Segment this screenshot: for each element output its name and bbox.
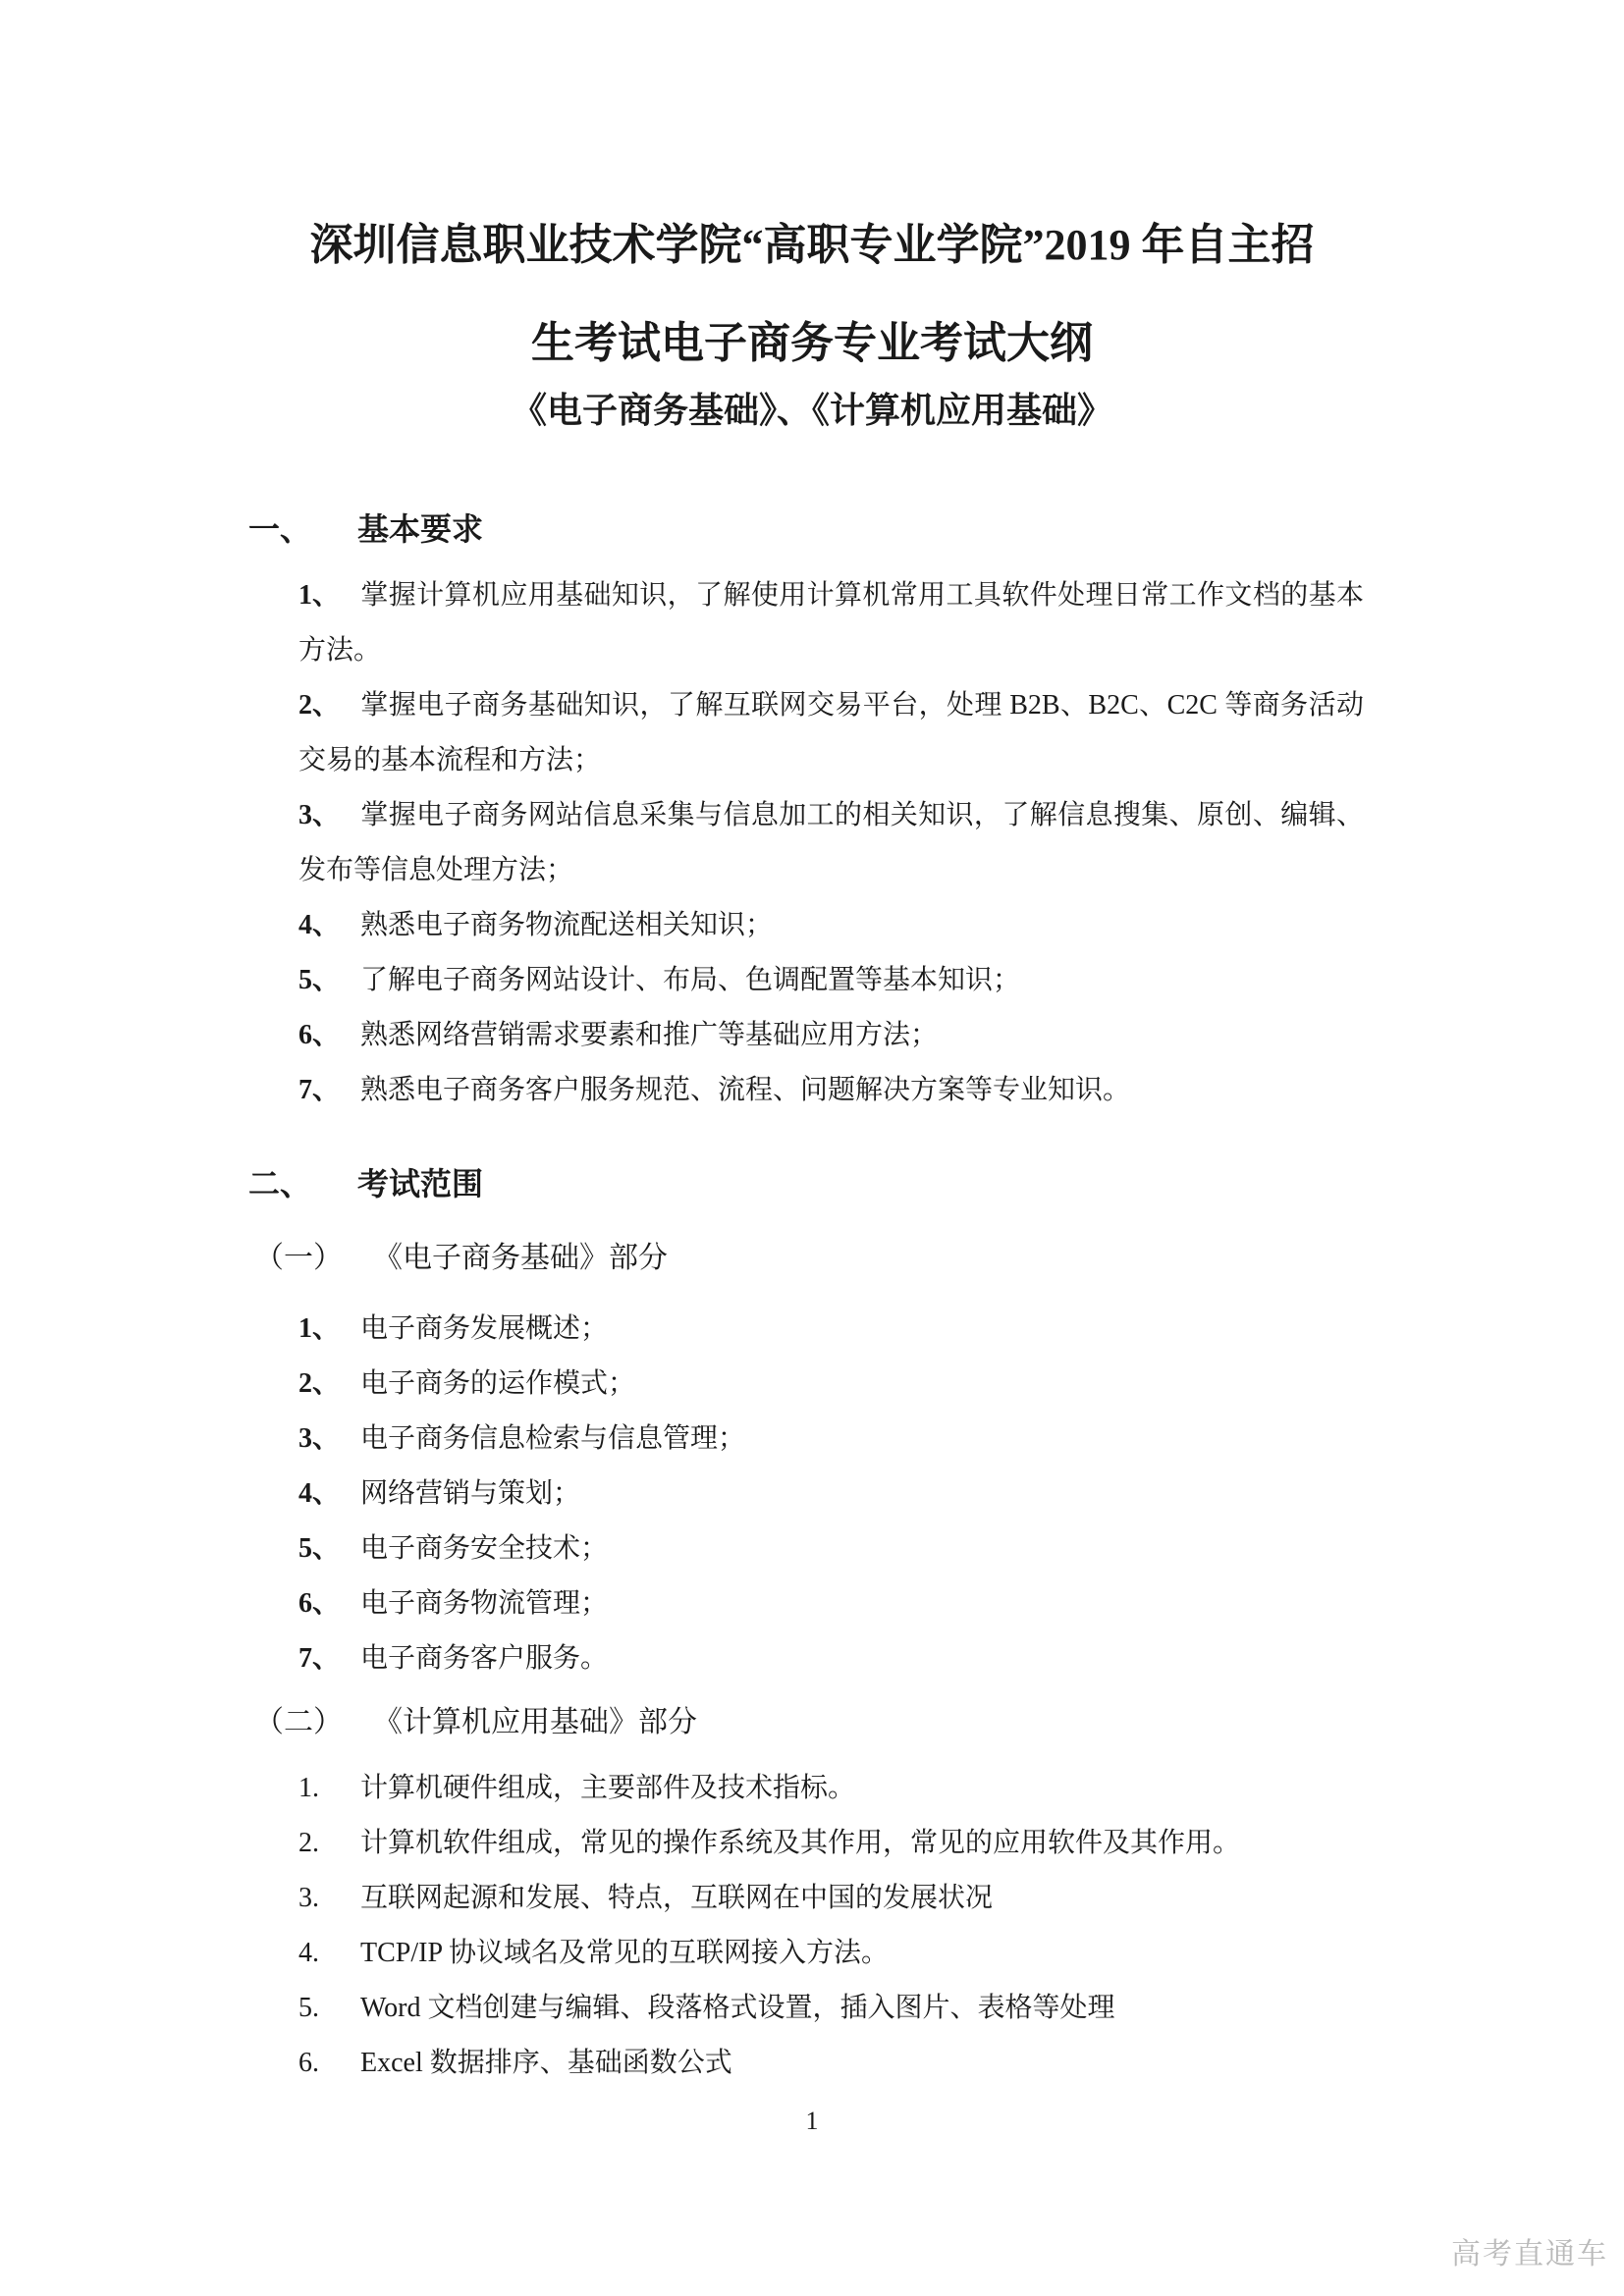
item-number: 2、 [298,1368,341,1399]
item-number: 6. [298,2048,319,2078]
item-text: 了解电子商务网站设计、布局、色调配置等基本知识； [360,965,1021,995]
item-number: 4、 [298,910,341,940]
list-item [298,1871,1364,1926]
section-1-items [0,568,1624,1118]
section-1-heading [248,509,1624,549]
item-number: 7、 [298,1643,341,1674]
title-line-1: 深圳信息职业技术学院“高职专业学院”2019 年自主招 [309,221,1315,269]
subsection-2-label: （二） [254,1706,343,1738]
item-text: 互联网起源和发展、特点，互联网在中国的发展状况 [360,1883,994,1913]
item-text: 掌握电子商务基础知识，了解互联网交易平台，处理 B2B、B2C、C2C 等商务活动交易的基本流程和方法； [298,690,1364,775]
list-item [298,1981,1364,2036]
item-number: 3、 [298,800,341,830]
item-text: TCP/IP 协议域名及常见的互联网接入方法。 [360,1938,889,1968]
subsection-1-title: 《电子商务基础》部分 [373,1242,668,1274]
section-2-number: 二、 [248,1166,312,1201]
item-number: 5、 [298,965,341,995]
list-item [298,1467,1364,1522]
list-item [298,1631,1364,1686]
item-text: 计算机软件组成，常见的操作系统及其作用，常见的应用软件及其作用。 [360,1828,1241,1858]
item-number: 4. [298,1938,319,1968]
list-item [298,1063,1364,1118]
title-line-2: 生考试电子商务专业考试大纲 [531,319,1093,367]
item-text: 掌握计算机应用基础知识，了解使用计算机常用工具软件处理日常工作文档的基本方法。 [298,580,1364,666]
list-item [298,788,1364,898]
item-number: 2. [298,1828,319,1858]
subsection-2-items [0,1761,1624,2091]
list-item [298,1357,1364,1412]
subsection-1-items [0,1302,1624,1686]
list-item [298,1522,1364,1576]
subsection-2-title: 《计算机应用基础》部分 [373,1706,697,1738]
item-text: 电子商务信息检索与信息管理； [360,1423,746,1454]
list-item [298,898,1364,953]
list-item [298,1816,1364,1871]
item-number: 1. [298,1773,319,1803]
item-text: 熟悉电子商务物流配送相关知识； [360,910,774,940]
item-number: 7、 [298,1075,341,1105]
item-text: 掌握电子商务网站信息采集与信息加工的相关知识，了解信息搜集、原创、编辑、发布等信息处理方法； [298,800,1364,885]
subsection-1-label: （一） [254,1242,343,1274]
document-subtitle: 《电子商务基础》、《计算机应用基础》 [511,391,1112,430]
item-text: 计算机硬件组成，主要部件及技术指标。 [360,1773,856,1803]
section-2-heading [248,1164,1624,1203]
item-text: Word 文档创建与编辑、段落格式设置，插入图片、表格等处理 [360,1993,1115,2023]
item-number: 5. [298,1993,319,2023]
item-number: 6、 [298,1020,341,1050]
item-text: Excel 数据排序、基础函数公式 [360,2048,732,2078]
item-text: 电子商务发展概述； [360,1313,609,1344]
item-text: 电子商务的运作模式； [360,1368,636,1399]
list-item [298,1576,1364,1631]
item-number: 5、 [298,1533,341,1564]
item-text: 电子商务物流管理； [360,1588,609,1619]
section-1-title: 基本要求 [357,511,484,547]
list-item [298,678,1364,788]
item-number: 3. [298,1883,319,1913]
list-item [298,953,1364,1008]
item-number: 4、 [298,1478,341,1509]
item-number: 2、 [298,690,341,721]
list-item [298,2036,1364,2091]
subsection-1-heading [254,1237,1624,1280]
list-item [298,1926,1364,1981]
list-item [298,1302,1364,1357]
item-text: 电子商务客户服务。 [360,1643,609,1674]
document-title [0,196,1624,393]
item-text: 电子商务安全技术； [360,1533,609,1564]
list-item [298,568,1364,678]
subsection-2-heading [254,1701,1624,1744]
item-text: 熟悉电子商务客户服务规范、流程、问题解决方案等专业知识。 [360,1075,1131,1105]
item-number: 3、 [298,1423,341,1454]
section-2-title: 考试范围 [357,1166,484,1201]
section-1-number: 一、 [248,511,312,547]
list-item [298,1008,1364,1063]
item-number: 6、 [298,1588,341,1619]
watermark: 高考直通车 [1451,2238,1608,2270]
item-text: 熟悉网络营销需求要素和推广等基础应用方法； [360,1020,939,1050]
list-item [298,1761,1364,1816]
item-text: 网络营销与策划； [360,1478,581,1509]
list-item [298,1412,1364,1467]
page-number: 1 [805,2107,819,2135]
item-number: 1、 [298,1313,341,1344]
item-number: 1、 [298,580,341,611]
